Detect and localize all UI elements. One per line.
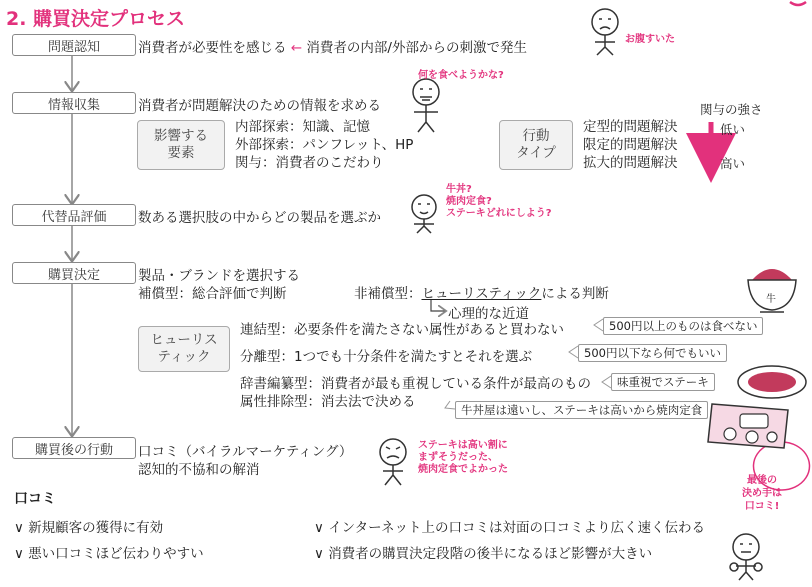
stage-evaluation: 代替品評価 <box>12 204 136 226</box>
options-note: 牛丼? 焼肉定食? ステーキどれにしよう? <box>446 184 552 219</box>
involvement-low: 低い <box>720 122 746 137</box>
example-elimination: 牛丼屋は遠いし、ステーキは高いから焼肉定食 <box>455 401 708 419</box>
heuristic-box: ヒューリス ティック <box>138 326 230 372</box>
factor-box: 影響する 要素 <box>137 120 225 170</box>
example-disjunctive: 500円以下なら何でもいい <box>578 344 727 362</box>
corner-decoration <box>790 2 806 5</box>
involvement-title: 関与の強さ <box>700 102 763 117</box>
bowl-label: 牛 <box>766 294 776 305</box>
person-hungry-icon <box>592 9 618 55</box>
factor-list <box>235 118 413 172</box>
what-to-eat-note: 何を食べようかな? <box>418 70 504 81</box>
kuchikomi-bullet: ∨ 新規顧客の獲得に有効 <box>14 520 164 536</box>
recognition-left: 消費者が必要性を感じる <box>138 40 287 56</box>
stage-recognition: 問題認知 <box>12 34 136 56</box>
hungry-note: お腹すいた <box>625 34 675 45</box>
action-list <box>583 118 678 172</box>
example-conjunctive: 500円以上のものは食べない <box>603 317 763 335</box>
action-item: 拡大的問題解決 <box>583 155 678 171</box>
stage-post: 購買後の行動 <box>12 437 136 459</box>
last-decider-note: 最後の 決め手は 口コミ! <box>742 475 782 512</box>
action-item: 定型的問題解決 <box>583 119 678 135</box>
compensatory-text: 補償型：総合評価で判断 <box>138 286 287 302</box>
recognition-arrow: ← <box>290 40 303 56</box>
action-type-box: 行動 タイプ <box>499 120 573 170</box>
person-kuchikomi-icon <box>730 534 762 580</box>
steak-plate-icon <box>738 366 806 398</box>
noncomp-suffix: による判断 <box>541 286 609 302</box>
recognition-right: 消費者の内部/外部からの刺激で発生 <box>306 40 527 56</box>
decision-line1: 製品・ブランドを選択する <box>138 268 300 284</box>
kuchikomi-bullet: ∨ 消費者の購買決定段階の後半になるほど影響が大きい <box>314 546 653 562</box>
rule-conjunctive: 連結型：必要条件を満たさない属性があると買わない <box>240 322 564 338</box>
stage-search: 情報収集 <box>12 92 136 114</box>
stage-decision: 購買決定 <box>12 262 136 284</box>
evaluation-text: 数ある選択肢の中からどの製品を選ぶか <box>138 210 381 226</box>
factor-item: 外部探索：パンフレット、HP <box>235 137 414 153</box>
check-icon: ∨ <box>314 520 324 536</box>
check-icon: ∨ <box>14 520 24 536</box>
recognition-text <box>138 36 527 56</box>
check-icon: ∨ <box>314 546 324 562</box>
rule-disjunctive: 分離型：1つでも十分条件を満たすとそれを選ぶ <box>240 349 533 365</box>
factor-item: 内部探索：知識、記憶 <box>235 119 370 135</box>
factor-item: 関与：消費者のこだわり <box>235 155 384 171</box>
kuchikomi-title: 口コミ <box>14 491 56 507</box>
example-lexicographic: 味重視でステーキ <box>611 373 715 391</box>
noncompensatory-text <box>354 282 609 302</box>
set-meal-tray-icon <box>708 404 788 448</box>
person-question-icon <box>412 195 436 233</box>
post-line2: 認知的不協和の解消 <box>138 462 260 478</box>
search-text: 消費者が問題解決のための情報を求める <box>138 98 381 114</box>
heuristic-note: 心理的な近道 <box>448 306 529 322</box>
involvement-high: 高い <box>720 156 746 171</box>
noncomp-prefix: 非補償型： <box>354 286 422 302</box>
kuchikomi-bullet: ∨ 悪い口コミほど伝わりやすい <box>14 546 204 562</box>
noncomp-term: ヒューリスティック <box>421 286 542 302</box>
check-icon: ∨ <box>14 546 24 562</box>
after-note: ステーキは高い割に まずそうだった、 焼肉定食でよかった <box>418 440 508 475</box>
action-item: 限定的問題解決 <box>583 137 678 153</box>
page-title: 2. 購買決定プロセス <box>6 8 186 30</box>
post-line1: 口コミ（バイラルマーケティング） <box>138 444 353 460</box>
rule-lexicographic: 辞書編纂型：消費者が最も重視している条件が最高のもの <box>240 376 591 392</box>
rule-elimination: 属性排除型：消去法で決める <box>240 394 416 410</box>
person-thinking-icon <box>413 79 439 132</box>
kuchikomi-bullet: ∨ インターネット上の口コミは対面の口コミより広く速く伝わる <box>314 520 705 536</box>
person-satisfied-icon <box>380 439 406 485</box>
